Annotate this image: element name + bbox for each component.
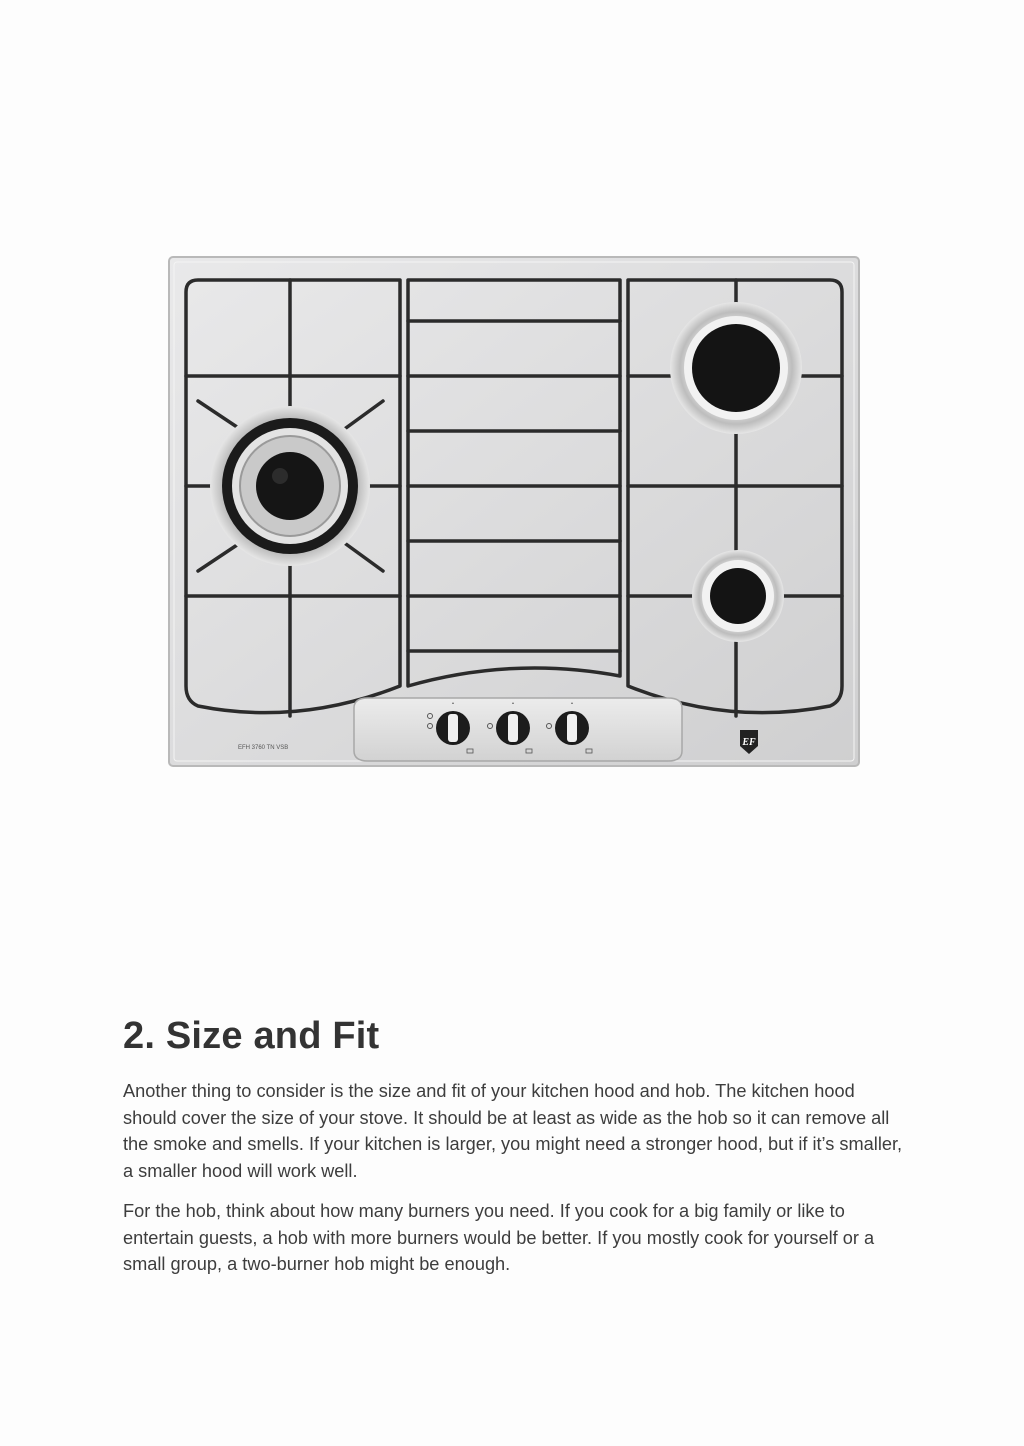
svg-text:•: • (452, 701, 454, 707)
left-wok-burner (210, 406, 370, 566)
svg-text:•: • (571, 701, 573, 707)
right-front-burner (692, 550, 784, 642)
section-paragraph: For the hob, think about how many burners you need. If you cook for a big family or like to entertain guests, a hob with more burners would be better. If you mostly cook for yourself or a small group, a two-burner hob might be enough. (123, 1201, 875, 1274)
model-label: EFH 3760 TN VSB (238, 745, 289, 751)
gas-hob-illustration (168, 256, 860, 767)
svg-text:•: • (512, 701, 514, 707)
section-paragraph: Another thing to consider is the size and fit of your kitchen hood and hob. The kitchen hood should cover the size of your stove. It should be at least as wide as the hob so it can remove all the smoke and smells. If your kitchen is larger, you might need a stronger hood, but if it’s smaller, a smaller hood will work well. (123, 1081, 903, 1181)
svg-text:EF: EF (742, 737, 756, 748)
size-and-fit-section (123, 1008, 913, 1292)
section-heading: 2. Size and Fit (123, 1015, 380, 1057)
right-rear-burner (670, 302, 802, 434)
gas-hob-image (168, 256, 860, 767)
